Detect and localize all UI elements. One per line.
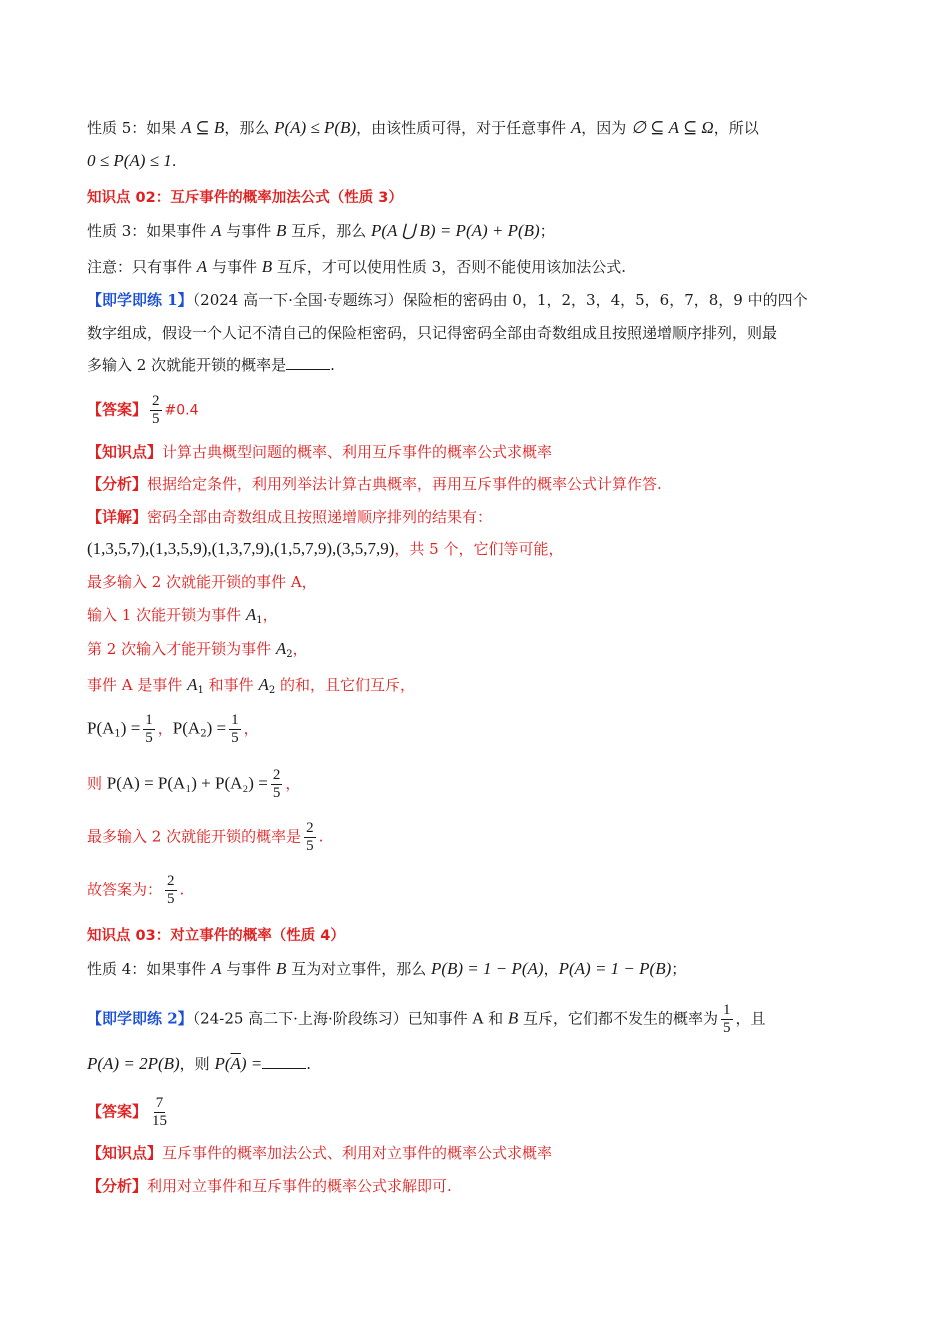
math: A <box>258 675 269 694</box>
math: A <box>570 118 582 137</box>
math: A <box>196 257 208 276</box>
text: 互为对立事件，那么 <box>286 960 431 978</box>
text: ，那么 <box>224 119 275 137</box>
text: （2024 高一下·全国·专题练习）保险柜的密码由 0，1，2，3，4，5，6，7，8，9 中的四个 <box>192 291 808 309</box>
text: ， <box>285 774 301 793</box>
fraction: $\frac{7}{15}$ <box>152 1095 168 1129</box>
detail-line8 <box>87 767 300 802</box>
text: 事件 A 是事件 <box>87 676 188 694</box>
math: P(A <box>172 718 201 738</box>
text: ， <box>262 606 278 624</box>
text: . <box>306 1055 312 1073</box>
text: #0.4 <box>164 402 199 419</box>
text: . <box>179 880 185 899</box>
text: ，且 <box>735 1009 766 1028</box>
subscript: 2 <box>200 728 207 740</box>
math-overline: $\overline{A}$ <box>230 1054 241 1073</box>
math: P(A) = 1 − P(B) <box>558 959 672 978</box>
text: 多输入 2 次就能开锁的概率是 <box>87 356 287 374</box>
math: P(A) = 2P(B) <box>87 1054 180 1073</box>
exercise-2-line2 <box>87 1053 311 1075</box>
text: ， <box>243 719 259 738</box>
exercise-1-line2: 数字组成，假设一个人记不清自己的保险柜密码，只记得密码全部由奇数组成且按照递增顺序排列，则最 <box>87 324 778 342</box>
tag: 【分析】 <box>87 475 148 493</box>
text: 与事件 <box>207 258 262 276</box>
fraction: $\frac{1}{5}$ <box>723 1002 731 1036</box>
knowledge-point-02-title: 知识点 02：互斥事件的概率加法公式（性质 3） <box>87 190 403 206</box>
text: 利用对立事件和互斥事件的概率公式求解即可. <box>147 1177 452 1195</box>
fraction: $\frac{2}{5}$ <box>272 767 281 801</box>
math: B <box>261 257 273 276</box>
math: A <box>187 675 198 694</box>
detail-line9 <box>87 820 323 855</box>
text: ，由该性质可得，对于任意事件 <box>356 119 571 137</box>
math: ) = <box>120 718 141 738</box>
math: (1,3,5,7),(1,3,5,9),(1,3,7,9),(1,5,7,9),(3,5,7,9) <box>87 539 395 558</box>
math: P(A) ≤ P(B) <box>274 118 357 137</box>
math: P(A ⋃ B) = P(A) + P(B) <box>370 221 540 240</box>
text: 故答案为： <box>87 880 163 899</box>
text: 互斥事件的概率加法公式、利用对立事件的概率公式求概率 <box>162 1144 553 1162</box>
text: 密码全部由奇数组成且按照递增顺序排列的结果有： <box>147 508 493 526</box>
math: P( <box>214 1054 231 1073</box>
subscript: 1 <box>114 728 121 740</box>
answer-tag: 【答案】 <box>87 1102 148 1121</box>
fraction: $\frac{2}{5}$ <box>167 873 175 907</box>
text: 与事件 <box>221 222 277 240</box>
text: ； <box>539 222 555 240</box>
exercise-1-analysis <box>87 473 662 495</box>
text: 计算古典概型问题的概率、利用互斥事件的概率公式求概率 <box>162 443 553 461</box>
tag: 【知识点】 <box>87 1144 163 1162</box>
property-5-line1 <box>87 117 759 139</box>
exercise-1-knowledge <box>87 441 552 463</box>
exercise-1-line3 <box>87 354 335 376</box>
note <box>87 256 626 278</box>
text: ， <box>292 640 308 658</box>
detail-line4 <box>87 604 278 632</box>
exercise-tag: 【即学即练 2】 <box>87 1009 193 1028</box>
math: ) = <box>206 718 227 738</box>
text: ，所以 <box>713 119 759 137</box>
text: 的和，且它们互斥， <box>275 676 415 694</box>
subscript: 2 <box>268 685 276 696</box>
text: 互斥，它们都不发生的概率为 <box>518 1009 719 1028</box>
exercise-1-detail <box>87 506 492 528</box>
math: B <box>507 1008 519 1028</box>
property-4 <box>87 958 686 980</box>
detail-line2 <box>87 538 563 560</box>
detail-line7 <box>87 712 259 747</box>
detail-line6 <box>87 674 415 702</box>
knowledge-point-03-title: 知识点 03：对立事件的概率（性质 4） <box>87 928 345 944</box>
text: 输入 1 次能开锁为事件 <box>87 606 246 624</box>
subscript: 1 <box>256 615 263 626</box>
text: 性质 5：如果 <box>87 119 182 137</box>
fraction: $\frac{1}{5}$ <box>145 712 153 746</box>
math: P(B) = 1 − P(A) <box>430 959 544 978</box>
text: . <box>318 827 324 846</box>
math: B <box>276 221 287 240</box>
answer-blank <box>286 355 330 370</box>
math: A <box>211 221 222 240</box>
exercise-2-answer <box>87 1095 172 1130</box>
math: A <box>211 959 222 978</box>
property-5-line2 <box>87 150 177 172</box>
text: （24-25 高二下·上海·阶段练习）已知事件 A 和 <box>192 1009 508 1028</box>
exercise-2-knowledge <box>87 1142 552 1164</box>
exercise-1-answer <box>87 393 199 428</box>
subscript: 2 <box>286 649 293 660</box>
text: ，则 <box>179 1055 215 1073</box>
text: . <box>330 356 335 374</box>
tag: 【分析】 <box>87 1177 148 1195</box>
fraction: $\frac{2}{5}$ <box>152 393 160 427</box>
detail-line10 <box>87 873 184 908</box>
answer-blank <box>262 1054 306 1069</box>
math: A ⊆ B <box>181 118 225 137</box>
math: B <box>276 959 287 978</box>
text: ， <box>157 719 173 738</box>
text: 根据给定条件，利用列举法计算古典概率，再用互斥事件的概率公式计算作答. <box>147 475 662 493</box>
math: ∅ ⊆ A ⊆ Ω <box>631 118 714 137</box>
tag: 【详解】 <box>87 508 148 526</box>
text: 则 <box>87 774 107 793</box>
text: 和事件 <box>203 676 259 694</box>
exercise-1-line1 <box>87 289 808 311</box>
exercise-tag: 【即学即练 1】 <box>87 291 193 309</box>
text: 最多输入 2 次就能开锁的概率是 <box>87 827 302 846</box>
detail-line3: 最多输入 2 次就能开锁的事件 A， <box>87 573 317 591</box>
text: 性质 3：如果事件 <box>87 222 212 240</box>
text: ； <box>671 960 687 978</box>
math: 0 ≤ P(A) ≤ 1 <box>87 151 172 170</box>
tag: 【知识点】 <box>87 443 163 461</box>
text: ，共 5 个，它们等可能， <box>394 540 564 558</box>
subscript: 1 <box>197 685 204 696</box>
text: . <box>171 152 177 170</box>
fraction: $\frac{1}{5}$ <box>231 712 239 746</box>
text: 互斥，那么 <box>286 222 371 240</box>
text: 与事件 <box>221 960 277 978</box>
detail-line5 <box>87 638 308 666</box>
math: A <box>275 639 287 658</box>
text: 第 2 次输入才能开锁为事件 <box>87 640 276 658</box>
text: 注意：只有事件 <box>87 258 197 276</box>
text: ，因为 <box>581 119 632 137</box>
exercise-2-analysis <box>87 1175 452 1197</box>
text: ， <box>543 960 559 978</box>
text: 互斥，才可以使用性质 3，否则不能使用该加法公式. <box>272 258 626 276</box>
fraction: $\frac{2}{5}$ <box>306 820 314 854</box>
answer-tag: 【答案】 <box>87 400 148 419</box>
math: ) = <box>240 1054 263 1073</box>
text: 性质 4：如果事件 <box>87 960 212 978</box>
math: P(A <box>87 718 115 738</box>
exercise-2-line1 <box>87 1002 766 1037</box>
property-3 <box>87 220 555 242</box>
math: A <box>245 605 257 624</box>
math: P(A) = P(A₁) + P(A₂) = <box>106 773 268 793</box>
